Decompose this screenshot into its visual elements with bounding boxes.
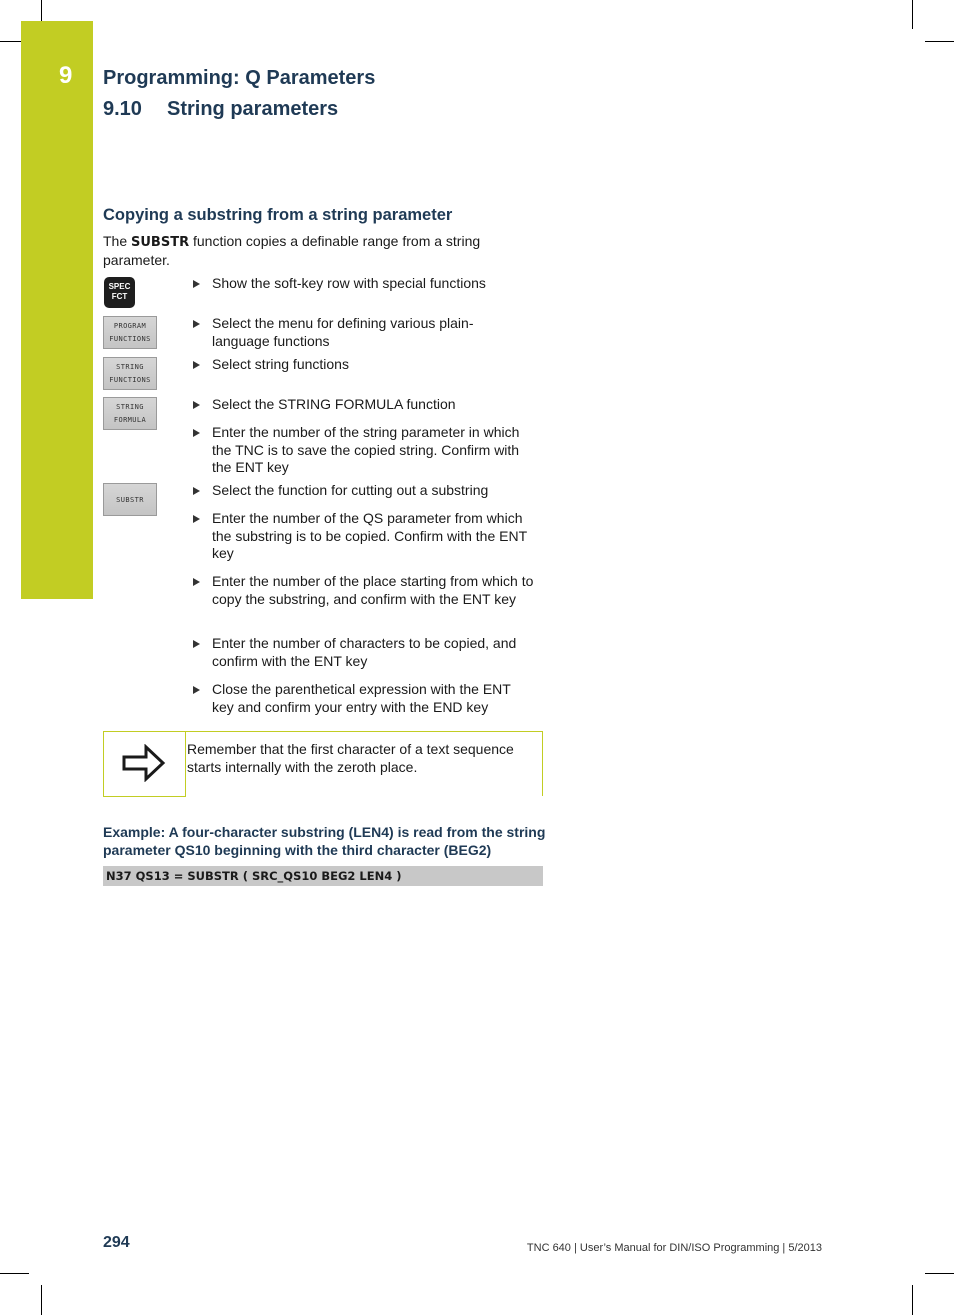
step-text: Show the soft-key row with special functions <box>212 275 486 291</box>
crop-mark <box>925 1273 954 1274</box>
step-item <box>193 356 543 374</box>
subsection-heading: Copying a substring from a string parameter <box>103 206 453 224</box>
step-text: Enter the number of the string parameter in which the TNC is to save the copied string. Confirm with the ENT key <box>212 424 520 475</box>
substr-softkey[interactable] <box>103 483 157 516</box>
crop-mark <box>41 0 42 21</box>
step-text: Select string functions <box>212 356 349 372</box>
bullet-arrow-icon <box>193 578 200 586</box>
softkey-line: PROGRAM <box>113 322 147 330</box>
step-item <box>193 424 543 477</box>
bullet-arrow-icon <box>193 515 200 523</box>
crop-mark <box>912 1285 913 1315</box>
section-title-text: String parameters <box>167 98 339 120</box>
softkey-line: STRING <box>116 403 144 411</box>
spec-fct-key-line2: FCT <box>111 292 128 301</box>
crop-mark <box>912 0 913 29</box>
note-border-gap <box>186 796 543 797</box>
arrow-right-icon <box>122 744 166 782</box>
step-item <box>193 635 543 670</box>
step-item <box>193 510 543 563</box>
step-item <box>193 681 543 716</box>
bullet-arrow-icon <box>193 686 200 694</box>
step-item <box>193 573 543 608</box>
spec-fct-key[interactable] <box>104 277 135 308</box>
bullet-arrow-icon <box>193 487 200 495</box>
softkey-line: STRING <box>116 363 144 371</box>
note-divider <box>185 732 186 797</box>
bullet-arrow-icon <box>193 320 200 328</box>
crop-mark <box>0 1273 29 1274</box>
crop-mark <box>0 41 21 42</box>
string-formula-softkey[interactable] <box>103 397 157 430</box>
step-text: Select the menu for defining various plain-language functions <box>212 315 474 349</box>
note-text: Remember that the first character of a text sequence starts internally with the zeroth place. <box>187 741 514 775</box>
bullet-arrow-icon <box>193 361 200 369</box>
chapter-title: Programming: Q Parameters <box>103 67 376 89</box>
chapter-tab <box>21 21 93 599</box>
spec-fct-key-line1: SPEC <box>108 282 131 291</box>
bullet-arrow-icon <box>193 280 200 288</box>
intro-prefix: The <box>103 233 132 249</box>
step-text: Select the STRING FORMULA function <box>212 396 456 412</box>
step-text: Enter the number of the place starting from which to copy the substring, and confirm with the ENT key <box>212 573 534 607</box>
bullet-arrow-icon <box>193 640 200 648</box>
step-item <box>193 482 543 500</box>
note-box <box>103 731 543 797</box>
program-functions-softkey[interactable] <box>103 316 157 349</box>
softkey-line: FORMULA <box>113 416 147 424</box>
step-text: Close the parenthetical expression with the ENT key and confirm your entry with the END key <box>212 681 511 715</box>
chapter-number: 9 <box>59 62 73 89</box>
bullet-arrow-icon <box>193 429 200 437</box>
crop-mark <box>925 41 954 42</box>
step-item <box>193 396 543 414</box>
intro-paragraph <box>103 233 503 269</box>
step-text: Select the function for cutting out a substring <box>212 482 489 498</box>
page-number: 294 <box>103 1234 130 1251</box>
footer-text: TNC 640 | User’s Manual for DIN/ISO Programming | 5/2013 <box>526 1242 822 1254</box>
softkey-line: FUNCTIONS <box>109 335 151 343</box>
step-text: Enter the number of characters to be copied, and confirm with the ENT key <box>212 635 517 669</box>
intro-keyword: SUBSTR <box>131 235 190 250</box>
softkey-line: FUNCTIONS <box>109 376 151 384</box>
string-functions-softkey[interactable] <box>103 357 157 390</box>
bullet-arrow-icon <box>193 401 200 409</box>
code-line: N37 QS13 = SUBSTR ( SRC_QS10 BEG2 LEN4 ) <box>103 866 543 886</box>
step-text: Enter the number of the QS parameter from which the substring is to be copied. Confirm with the ENT key <box>212 510 527 561</box>
step-item <box>193 275 543 293</box>
section-title <box>103 98 338 121</box>
example-heading: Example: A four-character substring (LEN4) is read from the string parameter QS10 beginning with the third character (BEG2) <box>103 824 546 858</box>
section-number: 9.10 <box>103 98 142 120</box>
step-item <box>193 315 543 350</box>
intro-suffix: function copies a definable range from a string parameter. <box>103 233 481 268</box>
softkey-line: SUBSTR <box>116 496 144 504</box>
crop-mark <box>41 1285 42 1315</box>
